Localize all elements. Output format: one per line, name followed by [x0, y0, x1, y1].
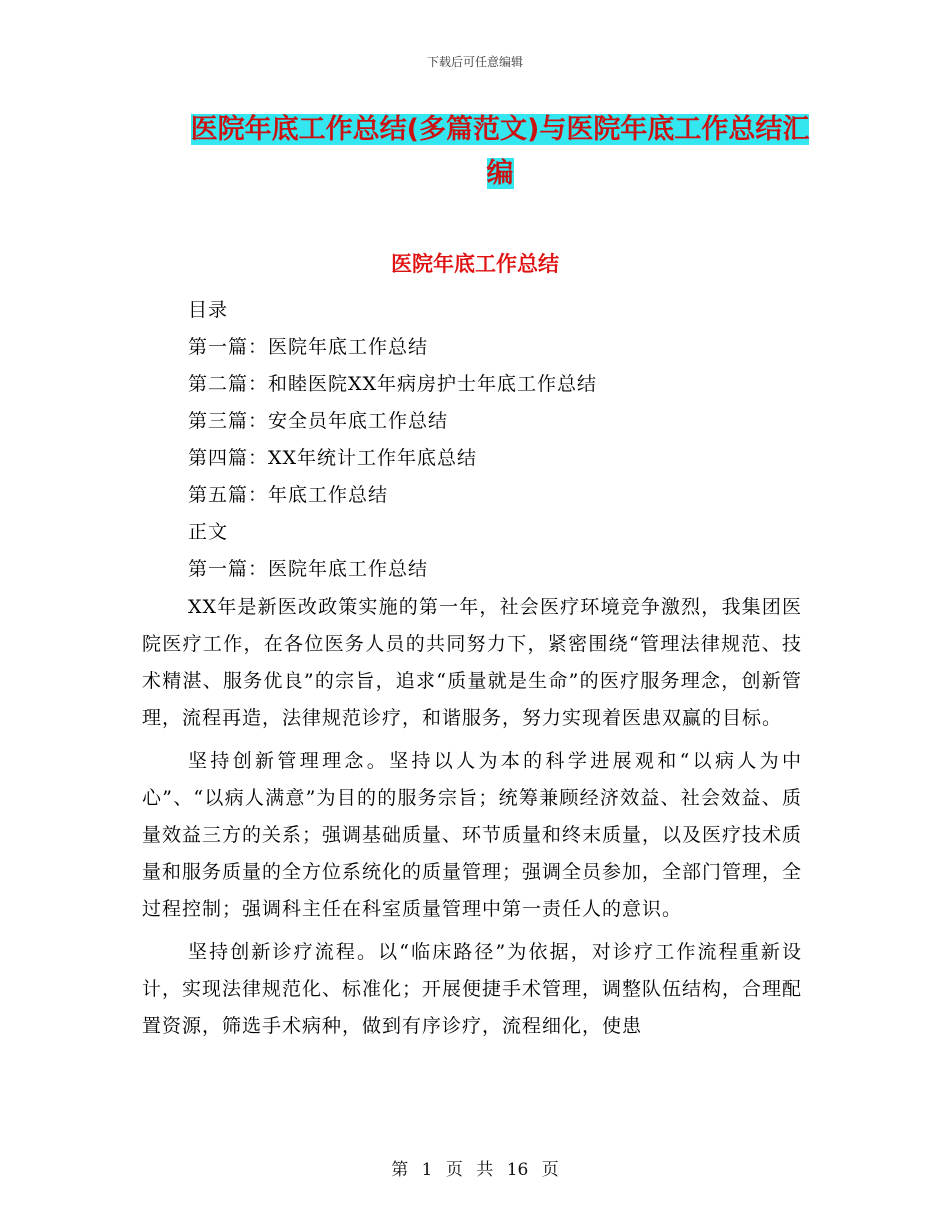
paragraph: XX年是新医改政策实施的第一年，社会医疗环境竞争激烈，我集团医院医疗工作，在各位医务人员的共同努力下，紧密围绕“管理法律规范、技术精湛、服务优良”的宗旨，追求“质量就是生命”的医疗服务理念，创新管理，流程再造，法律规范诊疗，和谐服务，努力实现着医患双赢的目标。: [142, 596, 802, 729]
paragraph: 坚持创新管理理念。坚持以人为本的科学进展观和“以病人为中心”、“以病人满意”为目的的服务宗旨；统筹兼顾经济效益、社会效益、质量效益三方的关系；强调基础质量、环节质量和终末质量，以及医疗技术质量和服务质量的全方位系统化的质量管理；强调全员参加，全部门管理，全过程控制；强调科主任在科室质量管理中第一责任人的意识。: [142, 750, 803, 920]
paragraph: 坚持创新诊疗流程。以“临床路径”为依据，对诊疗工作流程重新设计，实现法律规范化、标准化；开展便捷手术管理，调整队伍结构，合理配置资源，筛选手术病种，做到有序诊疗，流程细化，使患: [142, 941, 803, 1037]
body-heading: 正文: [188, 521, 229, 543]
main-title: [190, 108, 810, 196]
page-footer: 第 1 页 共 16 页: [391, 1160, 559, 1180]
toc-item: 第三篇：安全员年底工作总结: [188, 410, 449, 432]
table-of-contents: [188, 292, 597, 588]
toc-item: 第五篇：年底工作总结: [188, 484, 389, 506]
toc-heading: 目录: [188, 299, 229, 321]
chapter-heading: 第一篇：医院年底工作总结: [188, 558, 429, 580]
header-note: 下载后可任意编辑: [426, 55, 523, 69]
toc-item: 第四篇：XX年统计工作年底总结: [188, 447, 478, 469]
section-title: 医院年底工作总结: [391, 252, 559, 276]
toc-item: 第一篇：医院年底工作总结: [188, 336, 429, 358]
body-text: [142, 589, 802, 1051]
main-title-text: 医院年底工作总结(多篇范文)与医院年底工作总结汇编: [190, 114, 810, 189]
toc-item: 第二篇：和睦医院XX年病房护士年底工作总结: [188, 373, 598, 395]
